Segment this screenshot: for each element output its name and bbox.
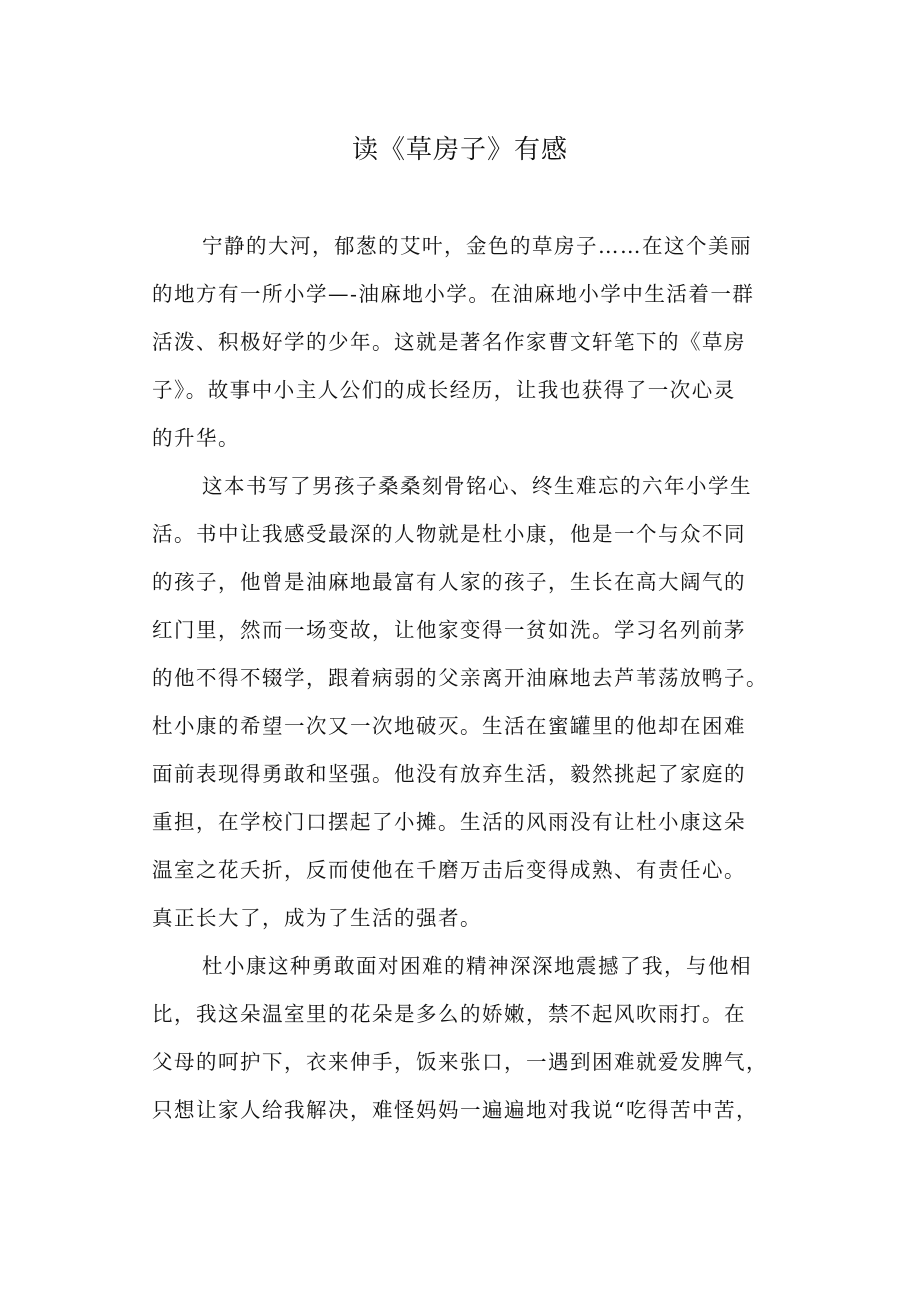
paragraph-1-line-5: 的升华。 <box>152 426 240 450</box>
paragraph-2-line-6: 杜小康的希望一次又一次地破灭。生活在蜜罐里的他却在困难 <box>152 714 746 738</box>
document-title: 读《草房子》有感 <box>351 135 568 165</box>
paragraph-2-line-8: 重担，在学校门口摆起了小摊。生活的风雨没有让杜小康这朵 <box>152 810 746 834</box>
paragraph-3-line-2: 比，我这朵温室里的花朵是多么的娇嫩，禁不起风吹雨打。在 <box>152 1002 746 1026</box>
paragraph-2-line-5: 的他不得不辍学，跟着病弱的父亲离开油麻地去芦苇荡放鸭子。 <box>152 666 768 690</box>
paragraph-3-line-4: 只想让家人给我解决，难怪妈妈一遍遍地对我说“吃得苦中苦， <box>152 1098 758 1122</box>
paragraph-1-line-2: 的地方有一所小学—-油麻地小学。在油麻地小学中生活着一群 <box>152 282 755 306</box>
paragraph-2-line-9: 温室之花夭折，反而使他在千磨万击后变得成熟、有责任心。 <box>152 858 746 882</box>
paragraph-3-line-1: 杜小康这种勇敢面对困难的精神深深地震撼了我，与他相 <box>202 954 752 978</box>
paragraph-3-line-3: 父母的呵护下，衣来伸手，饭来张口，一遇到困难就爱发脾气， <box>152 1050 768 1074</box>
paragraph-1-line-4: 子》。故事中小主人公们的成长经历，让我也获得了一次心灵 <box>152 378 736 402</box>
paragraph-2-line-7: 面前表现得勇敢和坚强。他没有放弃生活，毅然挑起了家庭的 <box>152 762 746 786</box>
paragraph-1-line-1: 宁静的大河，郁葱的艾叶，金色的草房子……在这个美丽 <box>202 234 752 258</box>
document-body <box>152 230 788 1142</box>
paragraph-2-line-4: 红门里，然而一场变故，让他家变得一贫如洗。学习名列前茅 <box>152 618 746 642</box>
paragraph-2-line-2: 活。书中让我感受最深的人物就是杜小康，他是一个与众不同 <box>152 522 746 546</box>
paragraph-2-line-10: 真正长大了，成为了生活的强者。 <box>152 906 482 930</box>
paragraph-2-line-3: 的孩子，他曾是油麻地最富有人家的孩子，生长在高大阔气的 <box>152 570 746 594</box>
paragraph-1-line-3: 活泼、积极好学的少年。这就是著名作家曹文轩笔下的《草房 <box>152 330 746 354</box>
paragraph-2-line-1: 这本书写了男孩子桑桑刻骨铭心、终生难忘的六年小学生 <box>202 474 752 498</box>
